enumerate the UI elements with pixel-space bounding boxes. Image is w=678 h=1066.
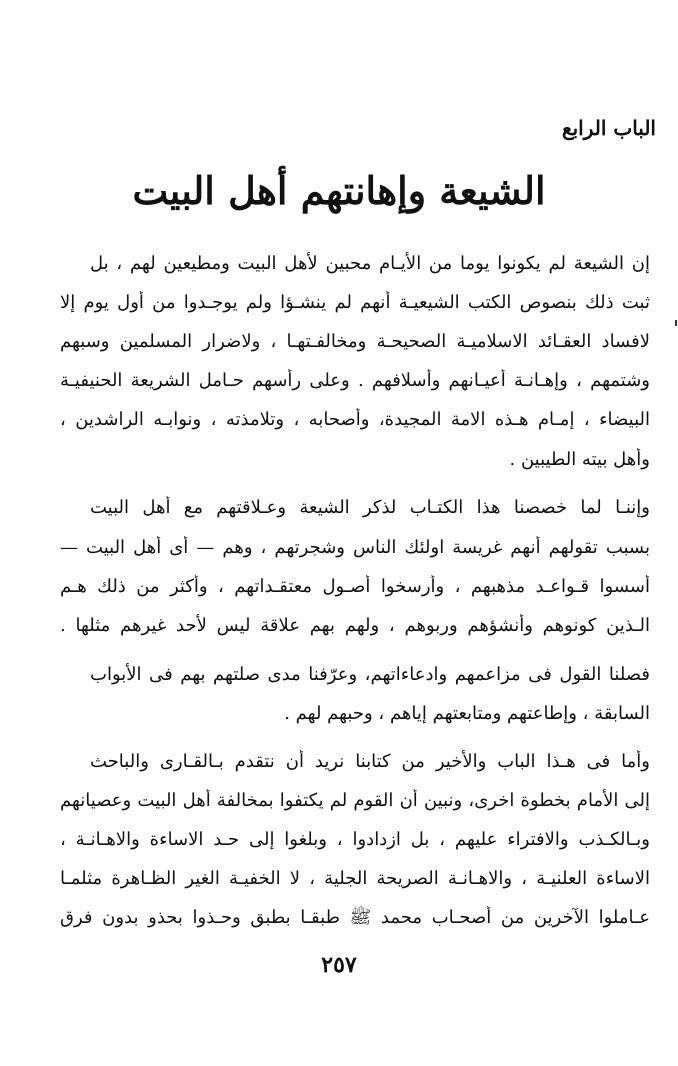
paragraph-2-line-4: الـذين كونوهم وأنشؤهم وربوهم ، ولهم بهم علاقة ليس لأحد غيرهم مثلها . xyxy=(60,615,650,636)
chapter-label: الباب الرابع xyxy=(561,116,656,140)
paragraph-1-line-5: البيضاء ، إمـام هـذه الامة المجيدة، وأصحابه ، وتلامذته ، ونوابـه الراشدين ، xyxy=(60,409,650,430)
paragraph-4-line-1: وأما فى هـذا الباب والأخير من كتابنا نريد أن نتقدم بـالقـارى والباحث xyxy=(90,751,650,772)
paragraph-3-line-1: فصلنا القول فى مزاعمهم وادعاءاتهم، وعرّفنا مدى صلتهم بهم فى الأبواب xyxy=(90,664,650,685)
paragraph-2-line-2: بسبب تقولهم أنهم غريسة اولئك الناس وشجرتهم ، وهم — أى أهل البيت — xyxy=(60,537,650,558)
paragraph-1-line-1: إن الشيعة لم يكونوا يوما من الأيـام محبين لأهل البيت ومطيعين لهم ، بل xyxy=(90,253,650,274)
page-number: ٢٥٧ xyxy=(321,952,357,978)
paragraph-2-line-1: وإننـا لما خصصنا هذا الكتـاب لذكر الشيعة وعـلاقتهم مع أهل البيت xyxy=(90,497,650,518)
chapter-title: الشيعة وإهانتهم أهل البيت xyxy=(132,168,546,213)
edge-mark xyxy=(675,320,677,326)
paragraph-1-line-4: وشتمهم ، وإهـانـة أعيـانهم وأسلافهم . وعلى رأسهم حـامل الشريعة الحنيفيـة xyxy=(60,370,650,391)
paragraph-1-line-2: ثبت ذلك بنصوص الكتب الشيعيـة أنهم لم ينشـؤا ولم يوجـدوا من أول يوم إلا xyxy=(60,292,650,313)
paragraph-2-line-3: أسسوا قـواعـد مذهبهم ، وأرسخوا أصـول معتقـداتهم ، وأكثر من ذلك هـم xyxy=(60,576,650,597)
paragraph-1-line-3: لافساد العقـائد الاسلاميـة الصحيحـة ومخالفـتهـا ، ولاضرار المسلمين وسبهم xyxy=(60,331,650,352)
paragraph-4-line-4: الاساءة العلنيـة ، والاهـانـة الصريحة الجلية ، لا الخفيـة الغير الظـاهرة مثلمـا xyxy=(60,868,650,889)
paragraph-4-line-2: إلى الأمام بخطوة اخرى، ونبين أن القوم لم يكتفوا بمخالفة أهل البيت وعصيانهم xyxy=(60,790,650,811)
paragraph-4-line-3: وبـالكـذب والافتراء عليهم ، بل ازدادوا ، وبلغوا إلى حـد الاساءة والاهـانـة ، xyxy=(60,829,650,850)
paragraph-1-line-6: وأهل بيته الطيبين . xyxy=(509,449,650,470)
paragraph-3-line-2: السابقة ، وإطاعتهم ومتابعتهم إياهم ، وحبهم لهم . xyxy=(284,703,650,724)
paragraph-4-line-5: عـاملوا الآخرين من أصحـاب محمد ﷺ طبقـا بطبق وحـذوا بحذو بدون فرق xyxy=(60,907,650,928)
